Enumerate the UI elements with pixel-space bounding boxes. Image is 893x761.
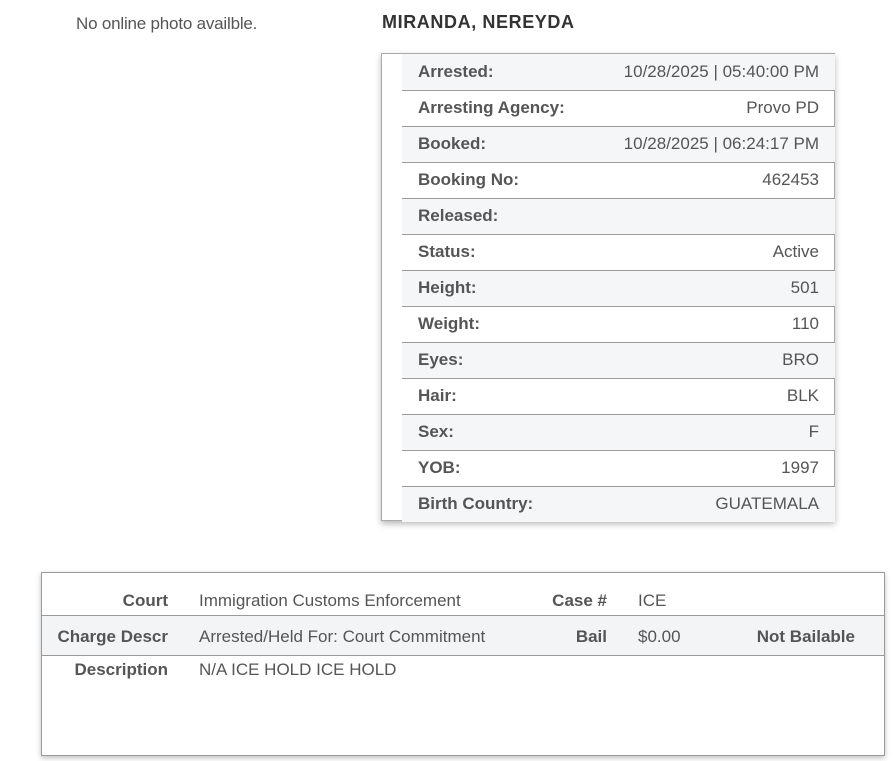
detail-value: BLK	[593, 378, 835, 414]
detail-label: Booking No:	[402, 162, 593, 198]
detail-row-released	[402, 198, 835, 234]
charge-card	[41, 572, 885, 756]
detail-row-arresting-agency	[402, 90, 835, 126]
charge-row-court	[42, 573, 884, 616]
detail-value: GUATEMALA	[593, 486, 835, 522]
detail-label: Released:	[402, 198, 593, 234]
bail-value: $0.00	[637, 616, 729, 656]
charge-row-description	[42, 616, 884, 656]
empty-cell	[729, 573, 884, 616]
description-value: N/A ICE HOLD ICE HOLD	[198, 656, 884, 698]
detail-value: F	[593, 414, 835, 450]
detail-row-eyes	[402, 342, 835, 378]
charge-row-notes	[42, 656, 884, 698]
case-number-value: ICE	[638, 591, 667, 610]
booking-details-card	[381, 53, 835, 521]
detail-value	[593, 198, 835, 234]
description-label: Description	[42, 656, 198, 698]
detail-value: 10/28/2025 | 05:40:00 PM	[623, 61, 819, 81]
detail-row-status	[402, 234, 835, 270]
detail-row-arrested	[402, 54, 835, 90]
charge-descr-value: Arrested/Held For: Court Commitment	[198, 616, 490, 656]
detail-row-booked	[402, 126, 835, 162]
charge-table	[42, 573, 884, 697]
case-number-label: Case #	[552, 591, 607, 610]
detail-value: BRO	[593, 342, 835, 378]
detail-label: Hair:	[402, 378, 593, 414]
detail-row-booking-no	[402, 162, 835, 198]
detail-value: 1997	[593, 450, 835, 486]
court-label: Court	[122, 591, 168, 610]
detail-row-weight	[402, 306, 835, 342]
bail-label: Bail	[490, 616, 637, 656]
detail-value: 110	[593, 306, 835, 342]
detail-row-hair	[402, 378, 835, 414]
inmate-name: MIRANDA, NEREYDA	[382, 12, 575, 32]
charge-descr-label: Charge Descr	[42, 616, 198, 656]
bail-status: Not Bailable	[729, 616, 884, 656]
detail-row-sex	[402, 414, 835, 450]
detail-value: 501	[593, 270, 835, 306]
detail-label: YOB:	[402, 450, 593, 486]
booking-details-table	[402, 54, 835, 522]
detail-label: Birth Country:	[402, 486, 593, 522]
detail-value: 462453	[593, 162, 835, 198]
detail-label: Booked:	[402, 126, 593, 162]
detail-label: Arrested:	[418, 61, 494, 81]
detail-label: Height:	[402, 270, 593, 306]
detail-label: Weight:	[402, 306, 593, 342]
detail-value: 10/28/2025 | 06:24:17 PM	[593, 126, 835, 162]
detail-label: Arresting Agency:	[402, 90, 593, 126]
detail-label: Sex:	[402, 414, 593, 450]
detail-row-yob	[402, 450, 835, 486]
detail-row-birth-country	[402, 486, 835, 522]
court-value: Immigration Customs Enforcement	[199, 591, 461, 610]
detail-value: Active	[593, 234, 835, 270]
detail-label: Status:	[402, 234, 593, 270]
detail-value: Provo PD	[593, 90, 835, 126]
detail-label: Eyes:	[402, 342, 593, 378]
no-photo-message: No online photo availble.	[76, 14, 258, 33]
detail-row-height	[402, 270, 835, 306]
